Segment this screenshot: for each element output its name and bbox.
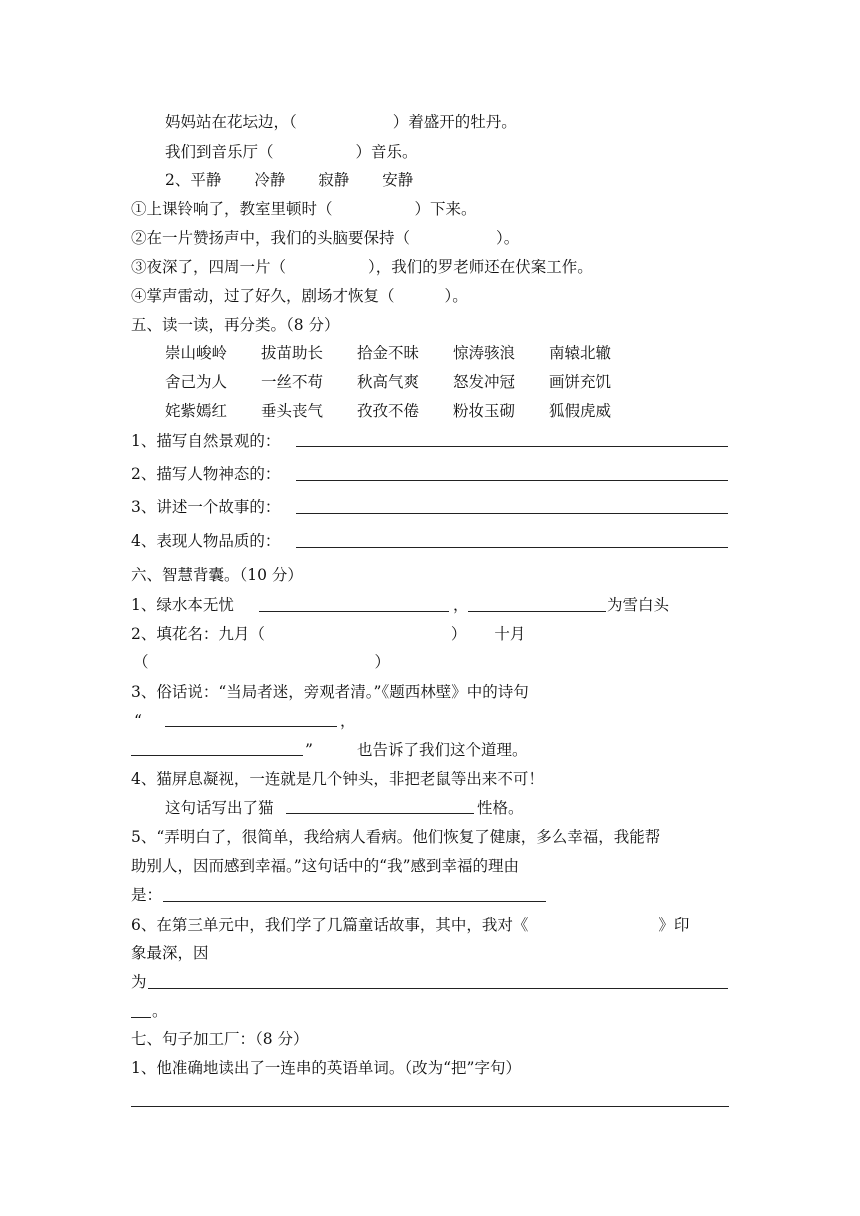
answer-line[interactable] (148, 988, 728, 989)
category-3-label: 3、讲述一个故事的： (131, 498, 281, 516)
word-row-3 (165, 401, 645, 421)
word: 南辕北辙 (549, 344, 612, 362)
word: 一丝不苟 (261, 373, 324, 391)
q6-5-c: 是： (131, 886, 163, 904)
answer-line[interactable] (131, 1017, 151, 1018)
text: 我们到音乐厅（ (165, 143, 274, 161)
q6-4-b: 这句话写出了猫 (165, 799, 274, 817)
word: 狐假虎威 (549, 402, 612, 420)
answer-line[interactable] (296, 547, 728, 548)
text: ） (450, 625, 467, 643)
text: ）着盛开的牡丹。 (392, 113, 517, 131)
answer-line[interactable] (165, 726, 337, 727)
answer-line[interactable] (131, 755, 303, 756)
question-1 (131, 199, 477, 219)
text: ②在一片赞扬声中，我们的头脑要保持（ (131, 229, 411, 247)
text: ④掌声雷动，过了好久，剧场才恢复（ (131, 287, 395, 305)
q6-3-tail: 也告诉了我们这个道理。 (357, 741, 528, 759)
answer-line[interactable] (296, 446, 728, 447)
word: 拾金不昧 (357, 344, 420, 362)
q6-5-a: 5、“弄明白了，很简单，我给病人看病。他们恢复了健康，多么幸福，我能帮 (131, 828, 661, 846)
text: ③夜深了，四周一片（ (131, 258, 287, 276)
word-group-2 (165, 170, 413, 190)
q6-5-b: 助别人，因而感到幸福。”这句话中的“我”感到幸福的理由 (131, 857, 520, 875)
section-5-title: 五、读一读，再分类。（8 分） (131, 316, 340, 334)
word-row-2 (165, 372, 645, 392)
q6-1-text: 1、绿水本无忧 (131, 596, 234, 614)
q6-4-c: 性格。 (477, 799, 524, 817)
word: 冷静 (254, 171, 286, 189)
section-6-title: 六、智慧背囊。（10 分） (131, 566, 303, 584)
text: 》印 (658, 916, 690, 934)
word: 画饼充饥 (549, 373, 612, 391)
text: ）。 (496, 229, 520, 247)
word: 孜孜不倦 (357, 402, 420, 420)
category-4-label: 4、表现人物品质的： (131, 532, 281, 550)
word: 舍己为人 (165, 373, 228, 391)
text: ①上课铃响了，教室里顿时（ (131, 200, 333, 218)
text: 妈妈站在花坛边，（ (165, 113, 297, 131)
text: 十月 (494, 625, 526, 643)
text: （ (133, 653, 149, 671)
text: ） (374, 653, 391, 671)
q6-4: 4、猫屏息凝视，一连就是几个钟头，非把老鼠等出来不可！ (131, 770, 544, 788)
answer-line[interactable] (286, 813, 474, 814)
q6-3-open-quote: “ (134, 712, 142, 730)
q6-3: 3、俗话说：“当局者迷，旁观者清。”《题西林壁》中的诗句 (131, 683, 529, 701)
word: 粉妆玉砌 (453, 402, 516, 420)
text: ）下来。 (414, 200, 477, 218)
text: ）。 (444, 287, 468, 305)
answer-line[interactable] (468, 611, 606, 612)
word: 怒发冲冠 (453, 373, 516, 391)
text: ）音乐。 (355, 143, 418, 161)
q6-6-a (131, 915, 689, 935)
q6-3-comma: ， (340, 712, 356, 730)
question-3 (131, 257, 593, 277)
section-7-title: 七、句子加工厂：（8 分） (131, 1030, 309, 1048)
word: 安静 (382, 171, 414, 189)
group-title: 2、平静 (165, 171, 222, 189)
fill-line-2 (165, 142, 418, 162)
question-2 (131, 228, 519, 248)
word: 拔苗助长 (261, 344, 324, 362)
word-row-1 (165, 343, 645, 363)
text: 6、在第三单元中，我们学了几篇童话故事，其中，我对《 (131, 916, 529, 934)
text: 2、填花名：九月（ (131, 625, 265, 643)
word: 垂头丧气 (261, 402, 324, 420)
fill-line-1 (165, 112, 517, 132)
q6-2-cont (133, 652, 390, 672)
word: 崇山峻岭 (165, 344, 228, 362)
word: 姹紫嫣红 (165, 402, 228, 420)
q6-6-d: 为 (131, 973, 147, 991)
category-2-label: 2、描写人物神态的： (131, 465, 281, 483)
answer-line[interactable] (296, 513, 728, 514)
question-4 (131, 286, 468, 306)
category-1-label: 1、描写自然景观的： (131, 432, 281, 450)
q6-2 (131, 624, 525, 644)
text: ），我们的罗老师还在伏案工作。 (368, 258, 593, 276)
answer-line[interactable] (259, 611, 449, 612)
answer-line[interactable] (163, 901, 546, 902)
word: 惊涛骇浪 (453, 344, 516, 362)
q6-1-comma: ， (453, 596, 469, 614)
q7-1: 1、他准确地读出了一连串的英语单词。（改为“把”字句） (131, 1059, 521, 1077)
q6-1-tail: 为雪白头 (607, 596, 670, 614)
q6-3-close-quote: ” (305, 741, 313, 759)
word: 寂静 (318, 171, 350, 189)
answer-line[interactable] (131, 1106, 729, 1107)
answer-line[interactable] (296, 480, 728, 481)
q6-6-e: 。 (152, 1002, 168, 1020)
q6-6-c: 象最深，因 (131, 944, 209, 962)
word: 秋高气爽 (357, 373, 420, 391)
